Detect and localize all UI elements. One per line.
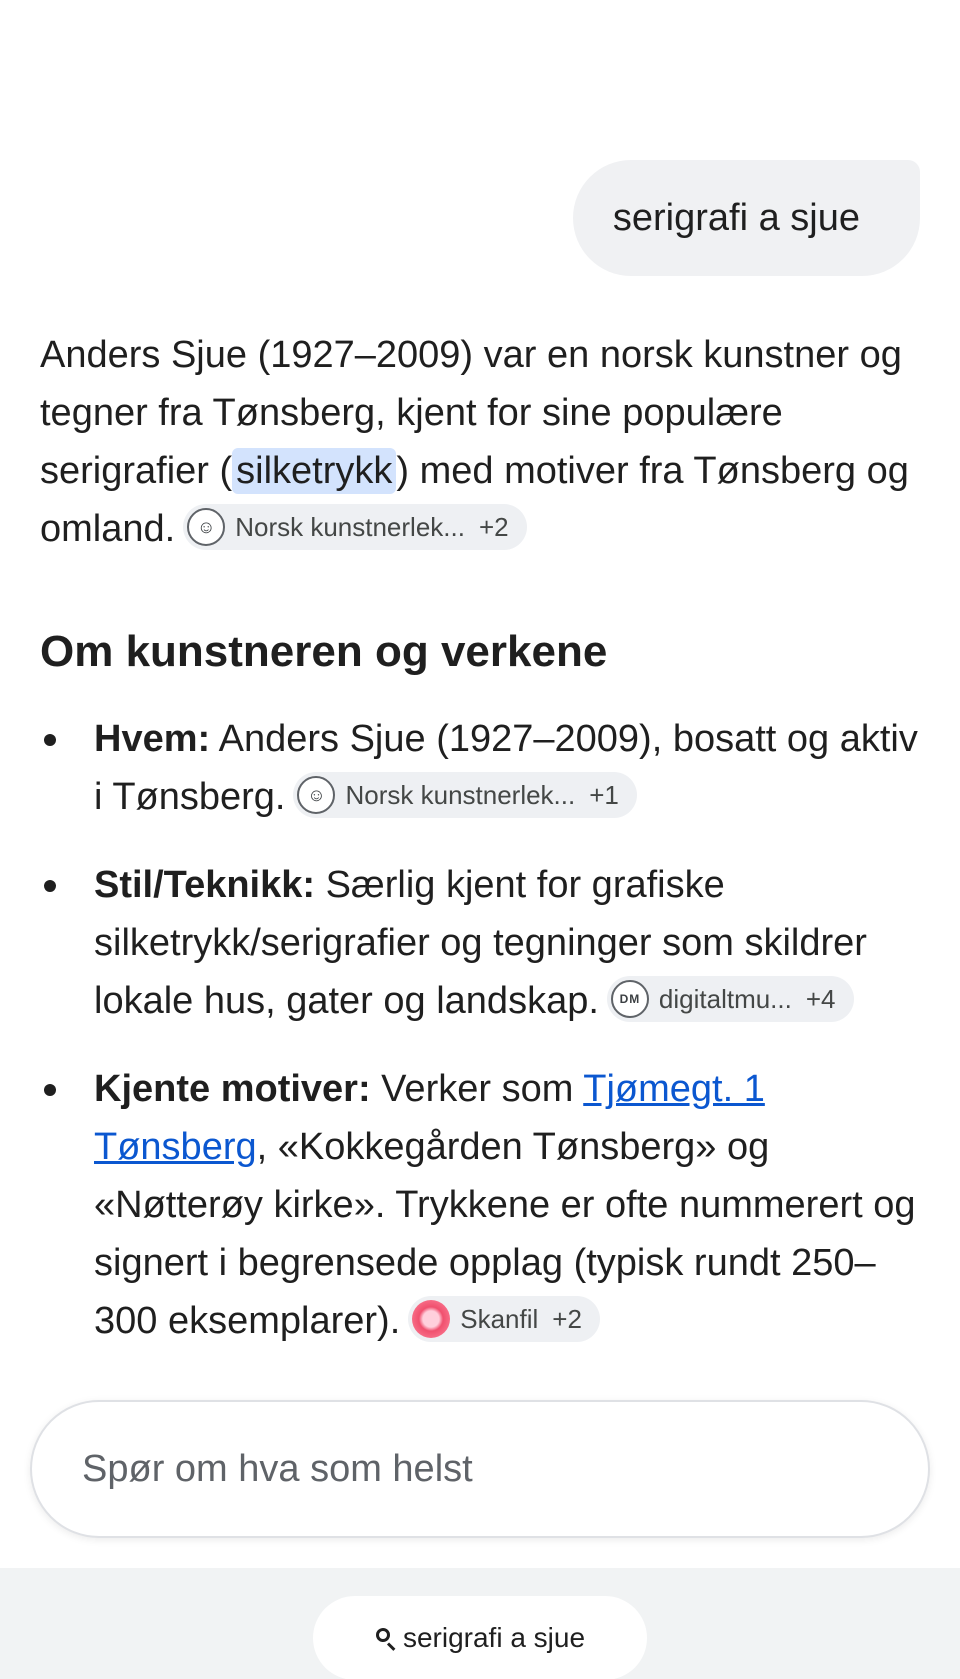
- ask-input[interactable]: [80, 1447, 864, 1492]
- source-chip-label: Skanfil: [460, 1303, 539, 1334]
- source-chip-intro[interactable]: [183, 504, 526, 550]
- source-chip-label: Norsk kunstnerlek...: [235, 511, 465, 542]
- answer-body: [40, 326, 920, 1380]
- user-query-bubble: [573, 160, 920, 276]
- search-query-label: serigrafi a sjue: [402, 1622, 586, 1653]
- source-chip-count: +4: [805, 983, 836, 1014]
- intro-text-2: ) med motiver fra Tønsberg og omland.: [40, 450, 909, 550]
- digitaltmuseum-icon: DM: [611, 980, 649, 1018]
- source-chip-label: Norsk kunstnerlek...: [345, 779, 576, 810]
- artwork-link[interactable]: Tjømegt. 1 Tønsberg: [94, 1068, 765, 1168]
- bullet-list: [40, 710, 920, 1350]
- section-heading: Om kunstneren og verkene: [40, 627, 608, 676]
- answer-intro: [40, 326, 920, 558]
- norsk-kunstnerleksikon-icon: ☺: [297, 776, 335, 814]
- list-item-hvem: [40, 710, 920, 826]
- search-icon: [375, 1627, 397, 1649]
- source-chip-motiver[interactable]: [408, 1296, 600, 1342]
- bullet-label: Kjente motiver:: [94, 1068, 371, 1110]
- norsk-kunstnerleksikon-icon: ☺: [187, 508, 225, 546]
- bullet-text: Verker som: [370, 1068, 584, 1110]
- list-item-stil: [40, 856, 920, 1030]
- source-chip-label: digitaltmu...: [658, 983, 792, 1014]
- search-query-button[interactable]: [313, 1596, 647, 1679]
- intro-text-1: Anders Sjue (1927–2009) var en norsk kunstner og tegner fra Tønsberg, kjent for sine populære serigrafier (: [40, 334, 902, 492]
- bullet-label: Hvem:: [94, 718, 211, 760]
- source-chip-stil[interactable]: [607, 976, 854, 1022]
- bullet-text: Anders Sjue (1927–2009), bosatt og aktiv i Tønsberg.: [94, 718, 918, 818]
- user-query-text: serigrafi a sjue: [612, 196, 860, 239]
- bullet-text: , «Kokkegården Tønsberg» og «Nøtterøy kirke». Trykkene er ofte nummerert og signert i begrensede opplag (typisk rundt 250–300 eksemplarer).: [94, 1126, 916, 1342]
- bullet-text: Særlig kjent for grafiske silketrykk/serigrafier og tegninger som skildrer lokale hus, gater og landskap.: [94, 864, 867, 1022]
- source-chip-hvem[interactable]: [293, 772, 636, 818]
- source-chip-count: +2: [552, 1303, 582, 1334]
- list-item-motiver: [40, 1060, 920, 1350]
- bullet-label: Stil/Teknikk:: [94, 864, 316, 906]
- source-chip-count: +1: [589, 779, 619, 810]
- source-chip-count: +2: [478, 511, 509, 542]
- composer[interactable]: [30, 1400, 930, 1538]
- highlighted-term[interactable]: silketrykk: [232, 448, 396, 494]
- skanfil-icon: [412, 1300, 450, 1338]
